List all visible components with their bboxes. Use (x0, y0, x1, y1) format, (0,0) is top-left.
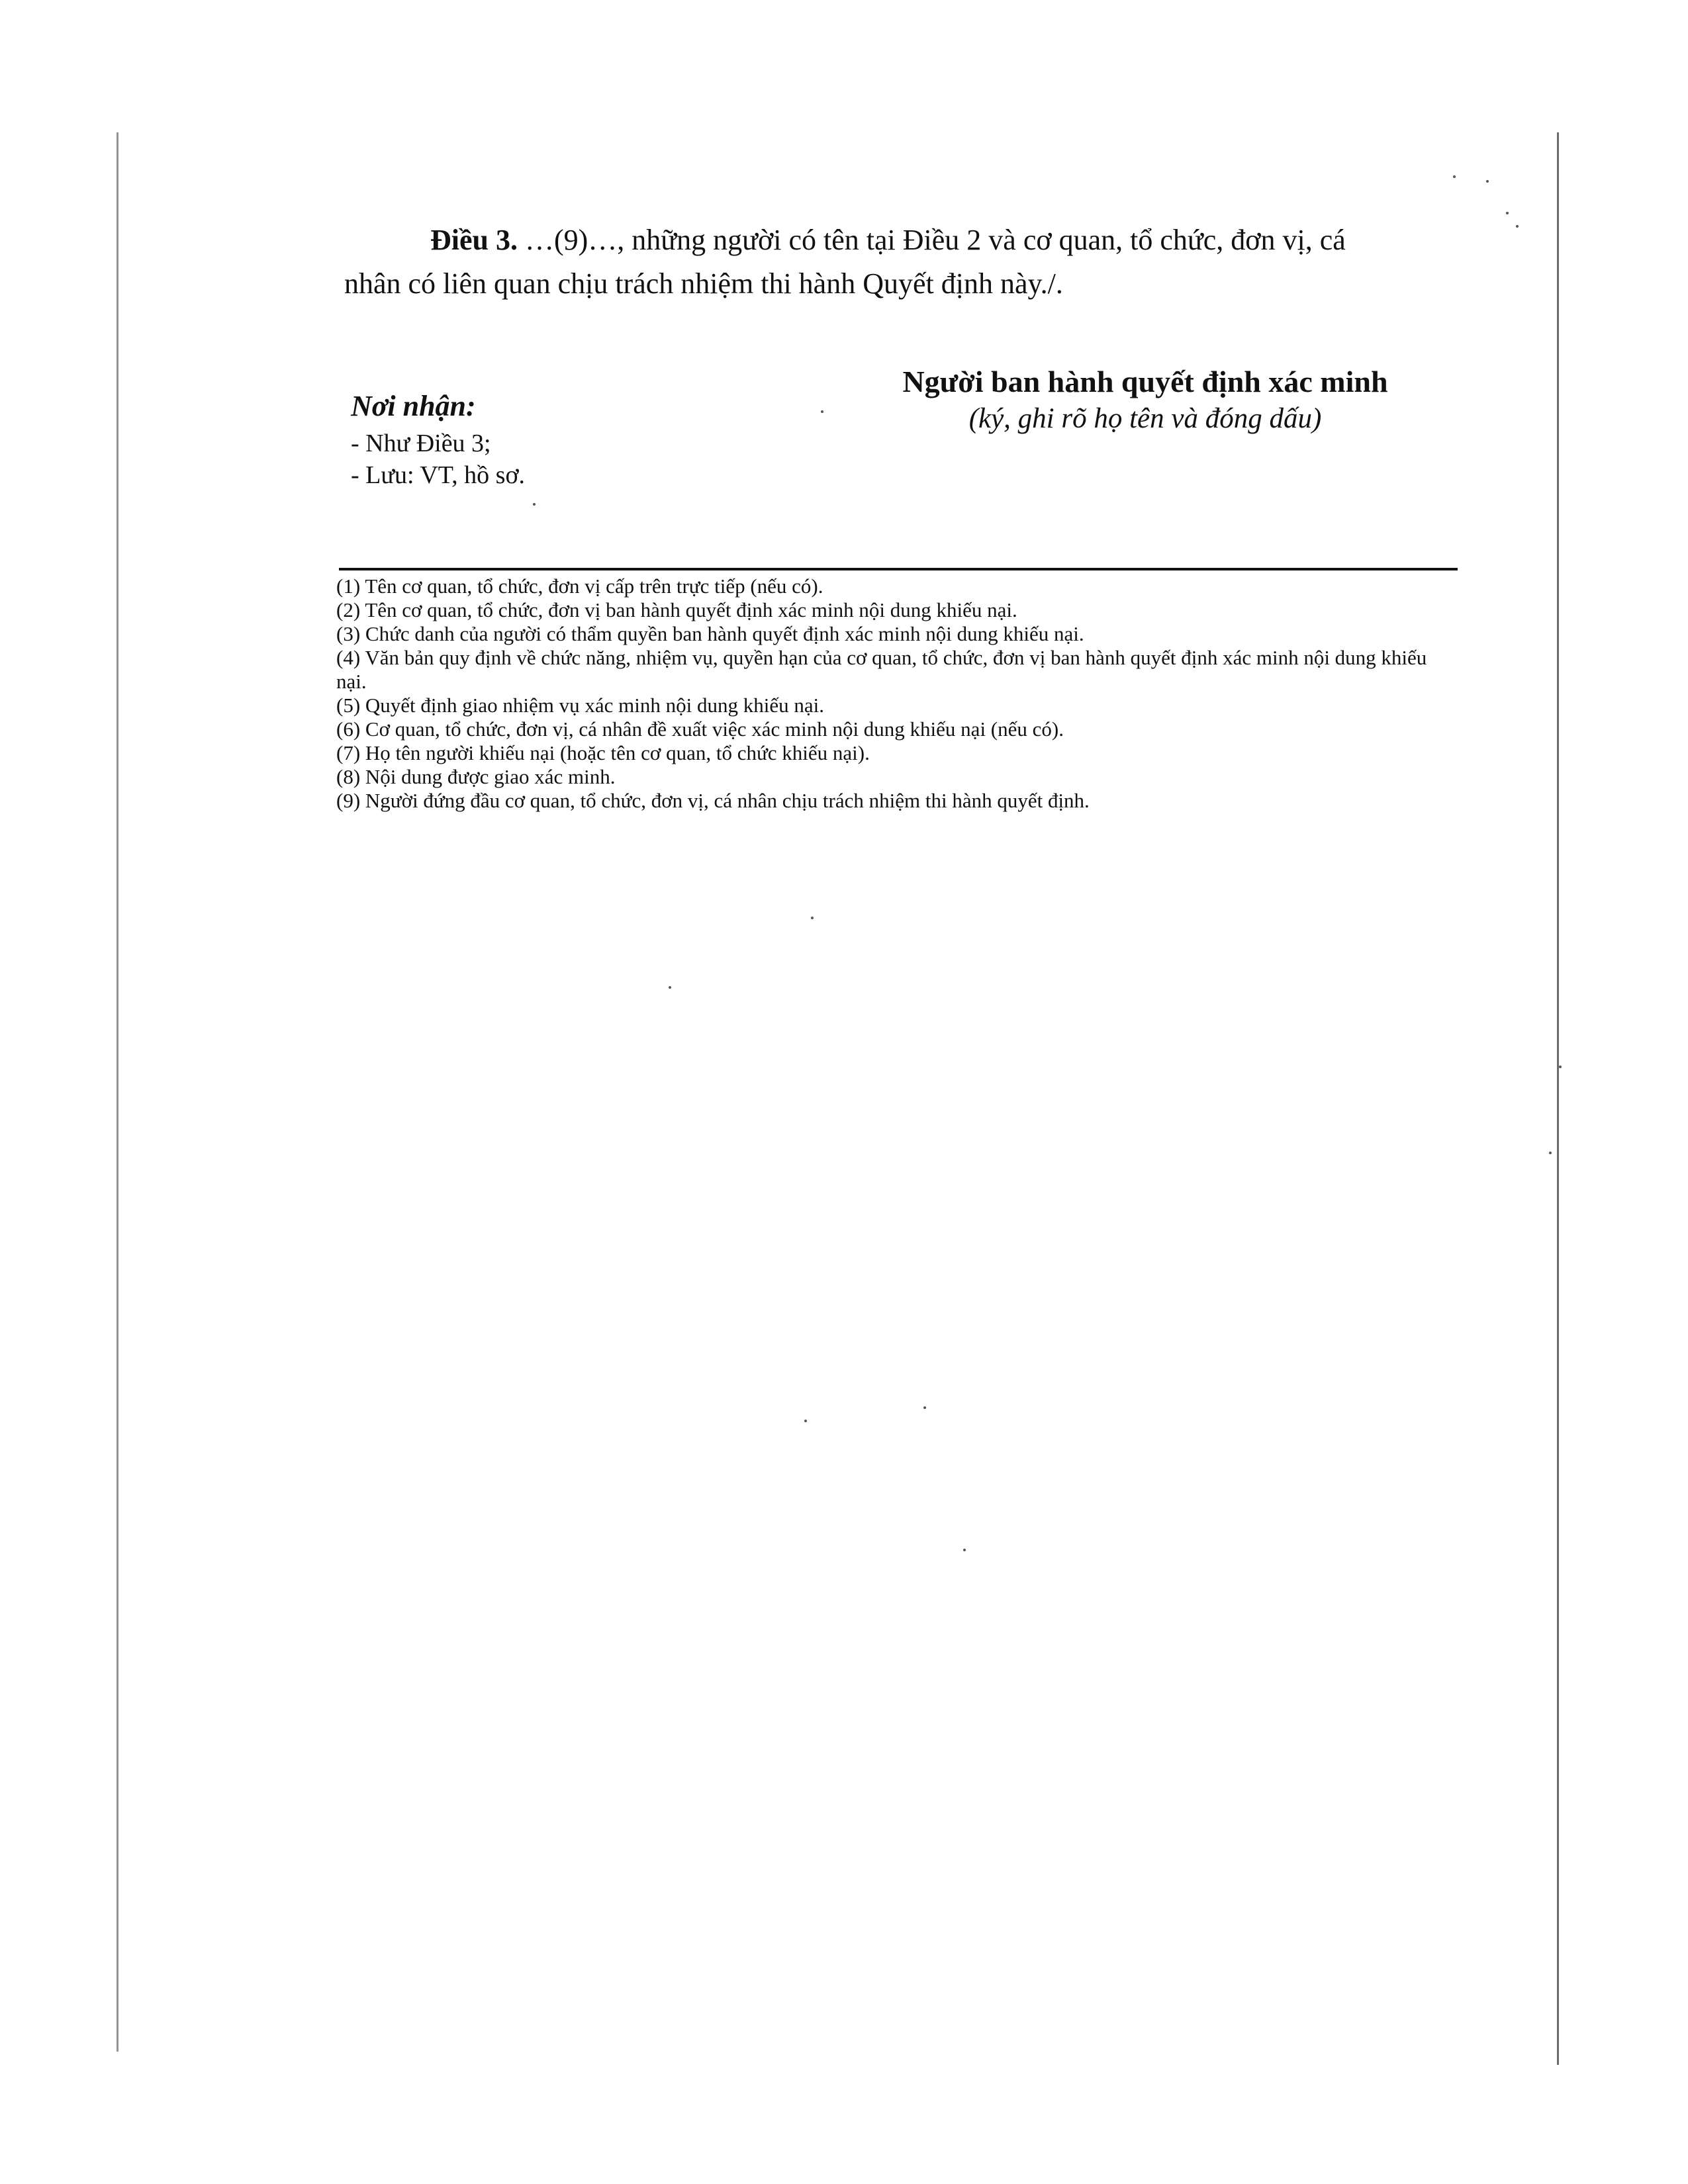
footnotes-list (336, 574, 1462, 813)
recipient-item: - Như Điều 3; (351, 430, 491, 457)
footnote-item: (6) Cơ quan, tổ chức, đơn vị, cá nhân đề xuất việc xác minh nội dung khiếu nại (nếu có). (336, 717, 1064, 741)
scan-left-edge (117, 132, 118, 2052)
signature-block (887, 363, 1403, 437)
article-line-2: nhân có liên quan chịu trách nhiệm thi hành Quyết định này./. (344, 267, 1063, 300)
scan-speck (1486, 180, 1489, 183)
footnote-item: (4) Văn bản quy định về chức năng, nhiệm vụ, quyền hạn của cơ quan, tổ chức, đơn vị ban hành quyết định xác minh nội dung khiếu nại. (336, 646, 1427, 693)
footnote-item: (8) Nội dung được giao xác minh. (336, 765, 616, 788)
scan-speck (1559, 1066, 1562, 1068)
scan-speck (669, 986, 671, 989)
article-first-line (430, 218, 1346, 262)
scan-speck (923, 1406, 926, 1409)
scan-speck (963, 1549, 966, 1551)
footnote-item: (3) Chức danh của người có thẩm quyền ban hành quyết định xác minh nội dung khiếu nại. (336, 622, 1084, 645)
signer-title: Người ban hành quyết định xác minh (902, 365, 1388, 398)
article-line-1: …(9)…, những người có tên tại Điều 2 và cơ quan, tổ chức, đơn vị, cá (518, 224, 1346, 256)
scan-right-edge (1557, 132, 1559, 2065)
footnote-item: (2) Tên cơ quan, tổ chức, đơn vị ban hành quyết định xác minh nội dung khiếu nại. (336, 598, 1017, 621)
footnote-item: (7) Họ tên người khiếu nại (hoặc tên cơ quan, tổ chức khiếu nại). (336, 741, 870, 764)
scan-speck (1453, 175, 1456, 178)
footnote-item: (5) Quyết định giao nhiệm vụ xác minh nội dung khiếu nại. (336, 694, 824, 717)
scan-speck (1516, 225, 1519, 228)
footnote-divider (339, 568, 1458, 570)
scan-speck (1506, 212, 1509, 214)
scan-speck (811, 917, 814, 919)
recipients-heading: Nơi nhận: (351, 390, 476, 422)
signer-note: (ký, ghi rõ họ tên và đóng dấu) (968, 403, 1322, 434)
recipients-block (351, 390, 525, 491)
scan-speck (804, 1420, 807, 1422)
footnote-item: (1) Tên cơ quan, tổ chức, đơn vị cấp trên trực tiếp (nếu có). (336, 574, 823, 598)
scan-speck (821, 410, 823, 413)
scan-speck (1549, 1152, 1552, 1154)
scan-speck (533, 503, 536, 506)
footnote-item: (9) Người đứng đầu cơ quan, tổ chức, đơn vị, cá nhân chịu trách nhiệm thi hành quyết định. (336, 789, 1090, 812)
recipient-item: - Lưu: VT, hồ sơ. (351, 461, 526, 489)
article-label: Điều 3. (430, 224, 518, 256)
